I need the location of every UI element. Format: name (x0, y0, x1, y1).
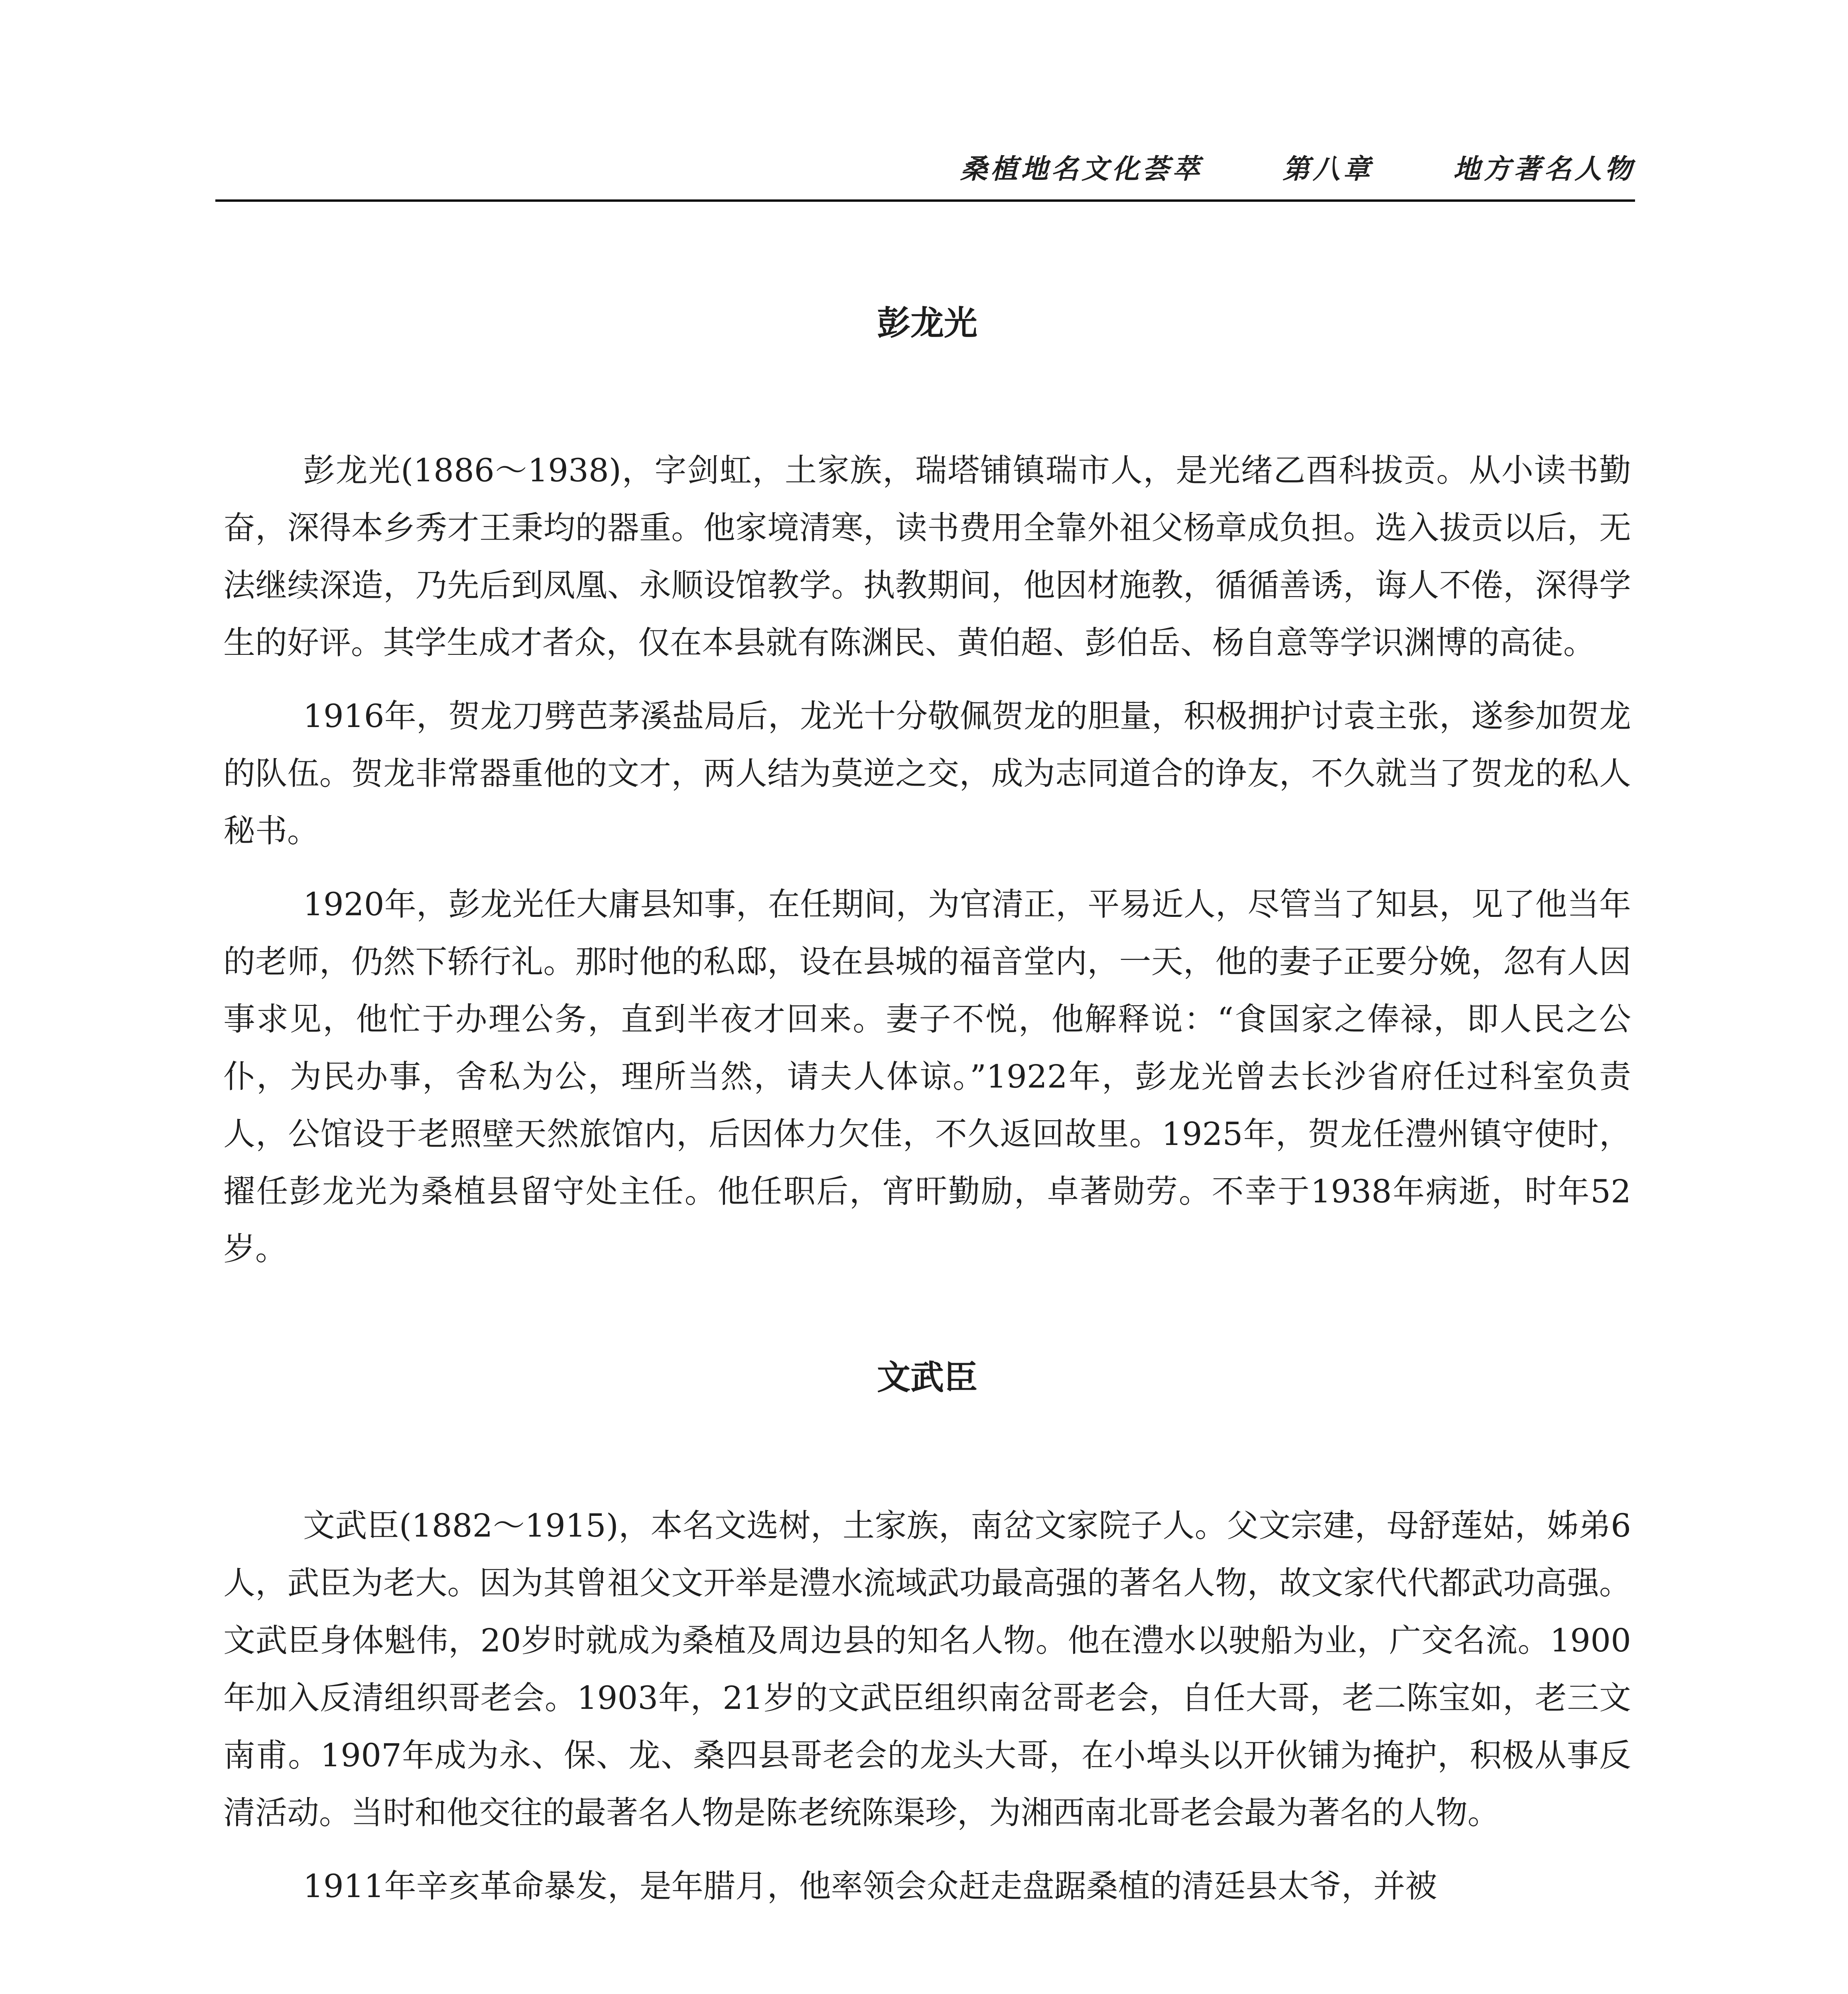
running-header (215, 148, 1635, 203)
book-title: 桑植地名文化荟萃 (960, 153, 1203, 185)
page-body (223, 303, 1631, 1931)
paragraph: 文武臣(1882～1915)，本名文选树，土家族，南岔文家院子人。父文宗建，母舒莲姑，姊弟6人，武臣为老大。因为其曾祖父文开举是澧水流域武功最高强的著名人物，故文家代代都武功高强。文武臣身体魁伟，20岁时就成为桑植及周边县的知名人物。他在澧水以驶船为业，广交名流。1900年加入反清组织哥老会。1903年，21岁的文武臣组织南岔哥老会，自任大哥，老二陈宝如，老三文南甫。1907年成为永、保、龙、桑四县哥老会的龙头大哥，在小埠头以开伙铺为掩护，积极从事反清活动。当时和他交往的最著名人物是陈老统陈渠珍，为湘西南北哥老会最为著名的人物。 (223, 1507, 1631, 1831)
paragraph: 1911年辛亥革命暴发，是年腊月，他率领会众赶走盘踞桑植的清廷县太爷，并被 (303, 1868, 1437, 1905)
paragraph: 彭龙光(1886～1938)，字剑虹，土家族，瑞塔铺镇瑞市人，是光绪乙酉科拔贡。从小读书勤奋，深得本乡秀才王秉均的器重。他家境清寒，读书费用全靠外祖父杨章成负担。选入拔贡以后，无法继续深造，乃先后到凤凰、永顺设馆教学。执教期间，他因材施教，循循善诱，诲人不倦，深得学生的好评。其学生成才者众，仅在本县就有陈渊民、黄伯超、彭伯岳、杨自意等学识渊博的高徒。 (223, 452, 1631, 661)
chapter-label: 第八章 (1282, 153, 1373, 185)
paragraph: 1916年，贺龙刀劈芭茅溪盐局后，龙光十分敬佩贺龙的胆量，积极拥护讨袁主张，遂参加贺龙的队伍。贺龙非常器重他的文才，两人结为莫逆之交，成为志同道合的诤友，不久就当了贺龙的私人秘书。 (223, 698, 1631, 849)
section-label: 地方著名人物 (1453, 153, 1635, 185)
running-header-text (960, 148, 1635, 186)
section-title-wen-wuchen: 文武臣 (877, 1358, 977, 1397)
paragraph: 1920年，彭龙光任大庸县知事，在任期间，为官清正，平易近人，尽管当了知县，见了他当年的老师，仍然下轿行礼。那时他的私邸，设在县城的福音堂内，一天，他的妻子正要分娩，忽有人因事求见，他忙于办理公务，直到半夜才回来。妻子不悦，他解释说：“食国家之俸禄，即人民之公仆，为民办事，舍私为公，理所当然，请夫人体谅。”1922年，彭龙光曾去长沙省府任过科室负责人，公馆设于老照壁天然旅馆内，后因体力欠佳，不久返回故里。1925年，贺龙任澧州镇守使时，擢任彭龙光为桑植县留守处主任。他任职后，宵旰勤励，卓著勋劳。不幸于1938年病逝，时年52岁。 (223, 886, 1631, 1267)
section-title-peng-longguang: 彭龙光 (877, 303, 977, 343)
header-rule (215, 199, 1635, 202)
